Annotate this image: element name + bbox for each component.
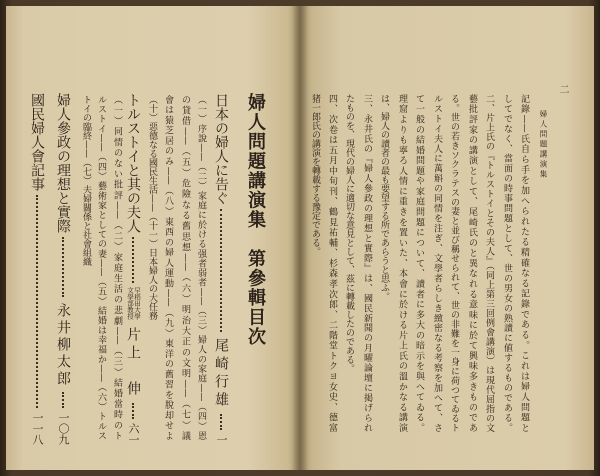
dot-leader xyxy=(62,237,64,297)
dot-leader xyxy=(132,237,134,283)
toc-subsection-line: （十）惡德なる國民生活——（十一）日本婦人の大任務 xyxy=(147,95,157,320)
body-text-line: 四、次卷は五月中旬刊、鶴見祐輔、杉森孝次郎、二階堂トクヨ女史、德富 xyxy=(327,94,337,432)
body-text-line: て一般の結婚問題や家庭問題について、讀者に多大の暗示を與へてゐる。 xyxy=(414,94,424,432)
contents-title: 婦人問題講演集 第參輯目次 xyxy=(245,93,266,347)
toc-entry-kokumin xyxy=(28,93,46,445)
toc-subsection-line: トイの臨終——（七）夫婦關係と社會組織 xyxy=(81,95,91,266)
body-text-line: ルストイ夫人に萬斛の同情を注ぎ、文學者らしき緻密なる考察を加へて、さ xyxy=(432,94,442,432)
toc-entry-author-affiliation: 早稻田大學文學部教授 xyxy=(126,287,141,320)
toc-entry-title: 婦人參政の理想と實際 xyxy=(55,93,71,233)
body-text-line: る。世の若きソクラテスの妻と並び稱せられて、世の非難を一身に荷つてゐるト xyxy=(449,94,459,432)
toc-entry-title: 國民婦人會記事 xyxy=(29,93,45,191)
body-text-line: たものを、現代の婦人に適切な意見として、茲に轉載したのである。 xyxy=(344,94,354,373)
toc-entry-author: 永井柳太郎 xyxy=(55,303,71,388)
body-text-line: してでなく、當面の時事問題として、世の男女の熟讀に値するものである。 xyxy=(502,94,512,432)
toc-entry-page: 一〇九 xyxy=(57,412,70,445)
toc-entry-page: 一 xyxy=(215,434,228,445)
body-text-line: 三、永井氏の『婦人參政の理想と實際』は、國民新聞の月曜論壇に掲げられ xyxy=(362,94,372,432)
book-gutter-shadow xyxy=(292,6,308,470)
body-text-line: 理窟よりも寧ろ人情に重きを置いた、本會に於ける片上氏の溫かなる講演 xyxy=(397,94,407,432)
dot-leader xyxy=(220,209,222,332)
toc-entry-title: 日本の婦人に告ぐ xyxy=(213,93,229,205)
body-text-line: 猪一郎氏の講演を轉載する豫定である。 xyxy=(310,94,320,256)
toc-subsection-line: の貸借——（五）危險なる舊思想——（六）明治大正の文明——（七）議 xyxy=(180,95,190,440)
toc-entry-page: 一一八 xyxy=(31,412,44,445)
body-text-line: は、婦人の讀者の最も要望する所であらうと思ふ。 xyxy=(379,94,389,301)
running-head: 婦人問題講演集 xyxy=(539,110,548,180)
toc-entry-page: 六一 xyxy=(127,423,140,445)
toc-entry-title: トルストイと其の夫人 xyxy=(125,93,141,233)
right-page-text xyxy=(300,6,594,470)
toc-entry-author: 尾崎行雄 xyxy=(213,338,229,410)
toc-subsection-line: 會は猿芝居のみ——（八）東西の婦人運動——（九）東洋の舊習を脫却せよ xyxy=(163,95,173,440)
body-text-line: 二、片上氏の『トルストイとその夫人』（同上第三回例會講演）は現代屈指の文 xyxy=(484,94,494,432)
toc-entry-katagami xyxy=(124,93,142,445)
body-text-line: 記錄——氏自ら手を加へられたる精確なる記錄である。これは婦人問題と xyxy=(519,94,529,432)
dot-leader xyxy=(36,195,38,408)
dot-leader xyxy=(62,392,64,408)
dot-leader xyxy=(220,414,222,430)
toc-subsection-line: （一）同情のない批評——（二）家庭生活の悲劇——（三）結婚當時のト xyxy=(112,95,122,440)
toc-entry-author: 片上 伸 xyxy=(125,327,141,399)
body-text-line: 藝批評家の講演として、尾崎氏のと異なれる意味に於て興味多きものであ xyxy=(467,94,477,432)
toc-entry-nagai xyxy=(54,93,72,445)
toc-entry-ozaki xyxy=(212,93,230,445)
toc-subsection-line: ルストイ——（四）藝術家としての妻——（五）結婚は幸福か——（六）トルス xyxy=(96,95,106,440)
dot-leader xyxy=(132,403,134,419)
left-page-contents xyxy=(6,6,300,470)
page-number: 二 xyxy=(557,84,568,94)
toc-subsection-line: （一）序說——（二）家庭に於ける强者弱者——（三）婦人の家庭——（四）恩 xyxy=(196,95,206,440)
